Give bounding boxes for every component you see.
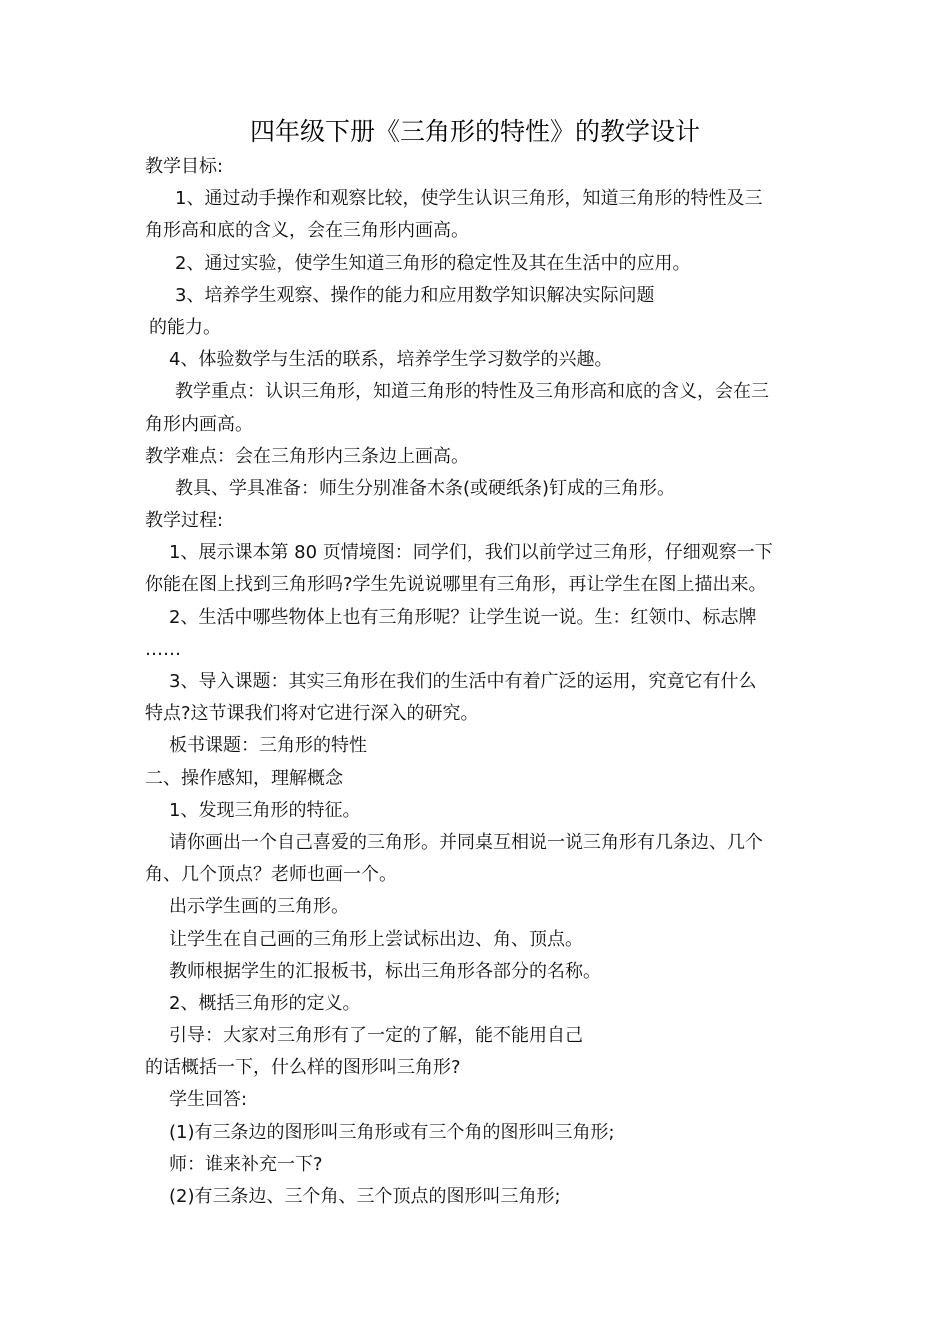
text-line: 1、展示课本第 80 页情境图：同学们，我们以前学过三角形，仔细观察一下 xyxy=(169,542,773,564)
document-title: 四年级下册《三角形的特性》的教学设计 xyxy=(249,117,700,146)
text-line: 角、几个顶点？老师也画一个。 xyxy=(145,864,397,886)
text-line: (2)有三条边、三个角、三个顶点的图形叫三角形; xyxy=(169,1186,561,1207)
text-line: 教学难点：会在三角形内三条边上画高。 xyxy=(145,445,469,467)
text-line: 的话概括一下，什么样的图形叫三角形? xyxy=(145,1057,461,1079)
text-line: 4、体验数学与生活的联系，培养学生学习数学的兴趣。 xyxy=(169,349,613,371)
text-line: 板书课题：三角形的特性 xyxy=(169,735,367,757)
text-line: 二、操作感知，理解概念 xyxy=(145,767,343,789)
text-line: 的能力。 xyxy=(149,316,221,338)
document-body xyxy=(145,151,810,1213)
text-line: 角形高和底的含义，会在三角形内画高。 xyxy=(145,220,469,242)
text-line: 角形内画高。 xyxy=(145,413,253,435)
text-line: 让学生在自己画的三角形上尝试标出边、角、顶点。 xyxy=(169,928,583,950)
text-line: 你能在图上找到三角形吗?学生先说说哪里有三角形，再让学生在图上描出来。 xyxy=(145,574,767,596)
text-line: 出示学生画的三角形。 xyxy=(169,896,349,918)
text-line: 教师根据学生的汇报板书，标出三角形各部分的名称。 xyxy=(169,960,601,982)
text-line: (1)有三条边的图形叫三角形或有三个角的图形叫三角形; xyxy=(169,1121,615,1143)
text-line: 特点?这节课我们将对它进行深入的研究。 xyxy=(145,703,479,725)
text-line: 引导：大家对三角形有了一定的了解，能不能用自己 xyxy=(169,1025,583,1047)
text-line: 教学目标: xyxy=(145,156,224,177)
text-line: 1、通过动手操作和观察比较，使学生认识三角形，知道三角形的特性及三 xyxy=(175,188,763,210)
text-line: 2、概括三角形的定义。 xyxy=(169,992,361,1014)
text-line: 3、导入课题：其实三角形在我们的生活中有着广泛的运用，究竟它有什么 xyxy=(169,671,757,692)
text-line: 学生回答: xyxy=(169,1089,248,1111)
text-line: 师：谁来补充一下? xyxy=(169,1153,323,1175)
text-line: 2、通过实验，使学生知道三角形的稳定性及其在生活中的应用。 xyxy=(175,252,691,274)
text-line: …… xyxy=(145,638,181,660)
text-line: 2、生活中哪些物体上也有三角形呢？让学生说一说。生：红领巾、标志牌 xyxy=(169,606,757,628)
text-line: 教学重点：认识三角形，知道三角形的特性及三角形高和底的含义，会在三 xyxy=(175,381,769,403)
text-line: 3、培养学生观察、操作的能力和应用数学知识解决实际问题 xyxy=(175,284,655,306)
text-line: 教具、学具准备：师生分别准备木条(或硬纸条)钉成的三角形。 xyxy=(175,477,676,499)
text-line: 1、发现三角形的特征。 xyxy=(169,799,361,821)
text-line: 请你画出一个自己喜爱的三角形。并同桌互相说一说三角形有几条边、几个 xyxy=(169,831,763,853)
text-line: 教学过程: xyxy=(145,510,224,532)
